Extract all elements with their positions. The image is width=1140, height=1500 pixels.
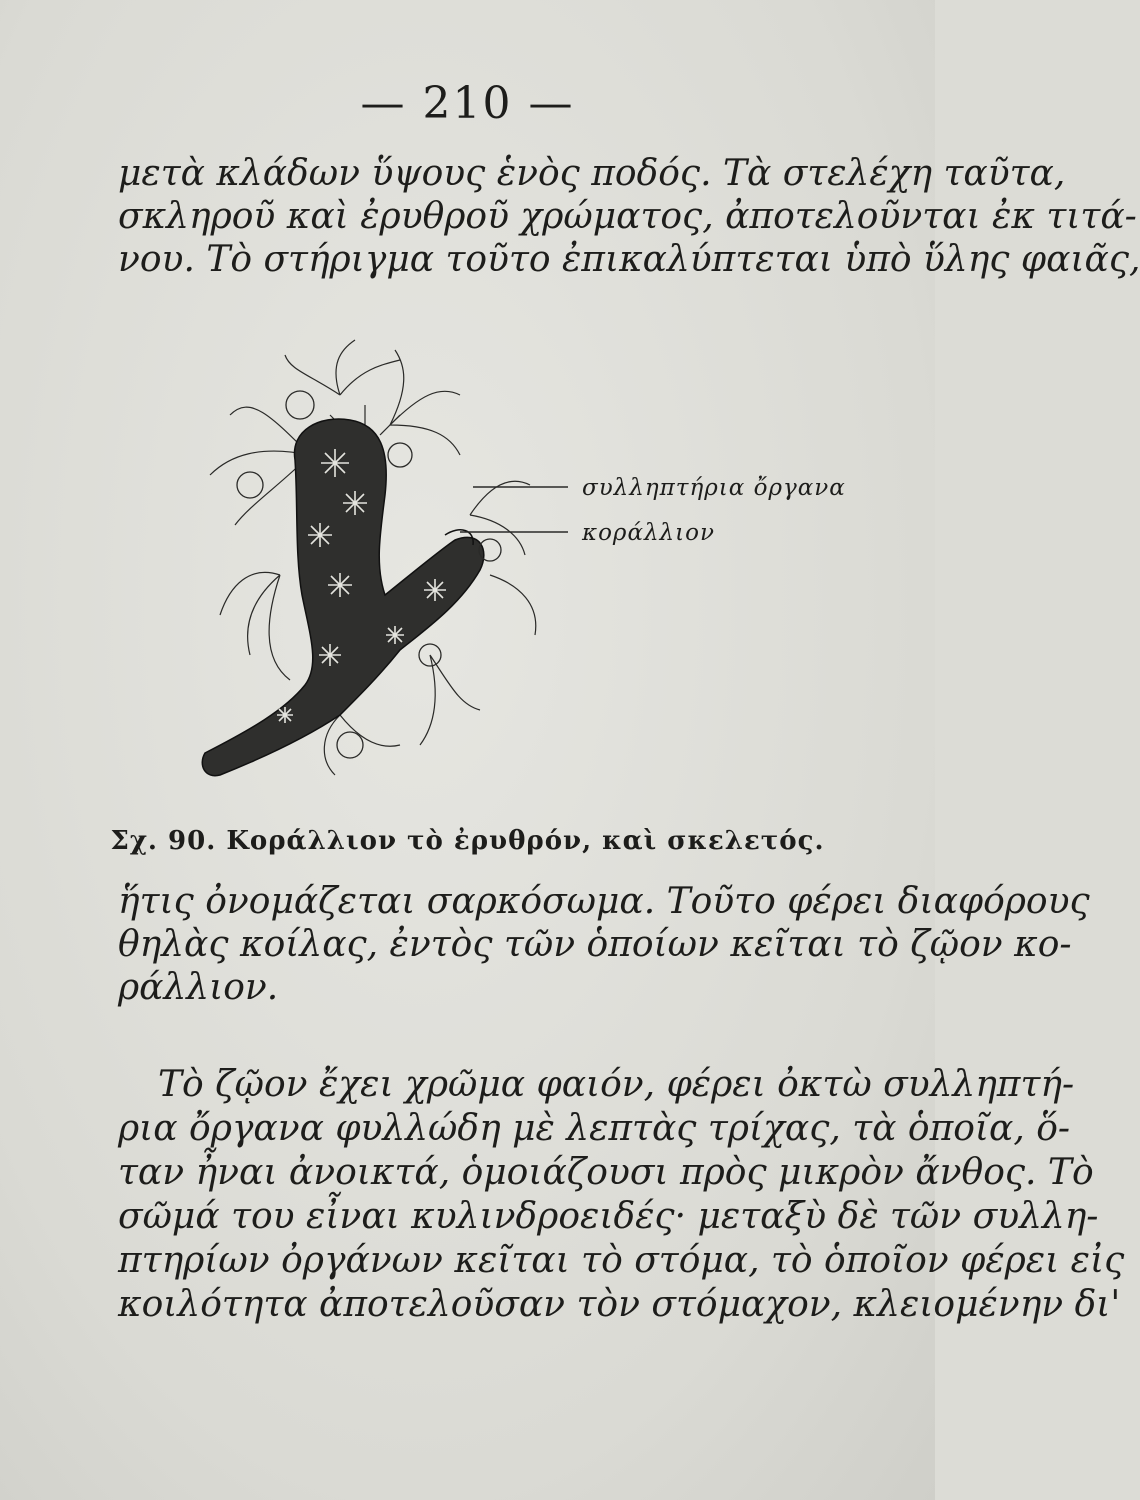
text-line: ράλλιον. (118, 967, 279, 1008)
paragraph-mid (118, 880, 1090, 1009)
paragraph-top (118, 152, 1140, 281)
label-organs: συλληπτήρια ὄργανα (582, 475, 846, 501)
text-line: μετὰ κλάδων ὕψους ἑνὸς ποδός. Τὰ στελέχη ταῦτα, (118, 153, 1066, 194)
text-line: σῶμά του εἶναι κυλινδροειδές· μεταξὺ δὲ τῶν συλλη- (118, 1196, 1099, 1237)
figure-caption: Σχ. 90. Κοράλλιον τὸ ἐρυθρόν, καὶ σκελετός. (110, 826, 825, 856)
text-line: Τὸ ζῷον ἔχει χρῶμα φαιόν, φέρει ὀκτὼ συλληπτή- (158, 1064, 1075, 1105)
text-line: ρια ὄργανα φυλλώδη μὲ λεπτὰς τρίχας, τὰ ὁποῖα, ὅ- (118, 1108, 1071, 1149)
paragraph-bottom (118, 1063, 1125, 1327)
text-line: ταν ἦναι ἀνοικτά, ὁμοιάζουσι πρὸς μικρὸν ἄνθος. Τὸ (118, 1152, 1094, 1193)
page-number: — 210 — (360, 78, 575, 129)
coral-drawing (190, 335, 710, 805)
text-line: σκληροῦ καὶ ἐρυθροῦ χρώματος, ἀποτελοῦνται ἐκ τιτά- (118, 196, 1137, 237)
label-coral: κοράλλιον (582, 520, 715, 546)
coral-illustration (190, 335, 846, 805)
text-line: κοιλότητα ἀποτελοῦσαν τὸν στόμαχον, κλειομένην δι' (118, 1284, 1121, 1325)
text-line: ἥτις ὀνομάζεται σαρκόσωμα. Τοῦτο φέρει διαφόρους (118, 881, 1090, 922)
text-line: θηλὰς κοίλας, ἐντὸς τῶν ὁποίων κεῖται τὸ ζῷον κο- (118, 924, 1072, 965)
text-line: νου. Τὸ στήριγμα τοῦτο ἐπικαλύπτεται ὑπὸ ὕλης φαιᾶς, (118, 239, 1140, 280)
text-line: πτηρίων ὀργάνων κεῖται τὸ στόμα, τὸ ὁποῖον φέρει εἰς (118, 1240, 1125, 1281)
